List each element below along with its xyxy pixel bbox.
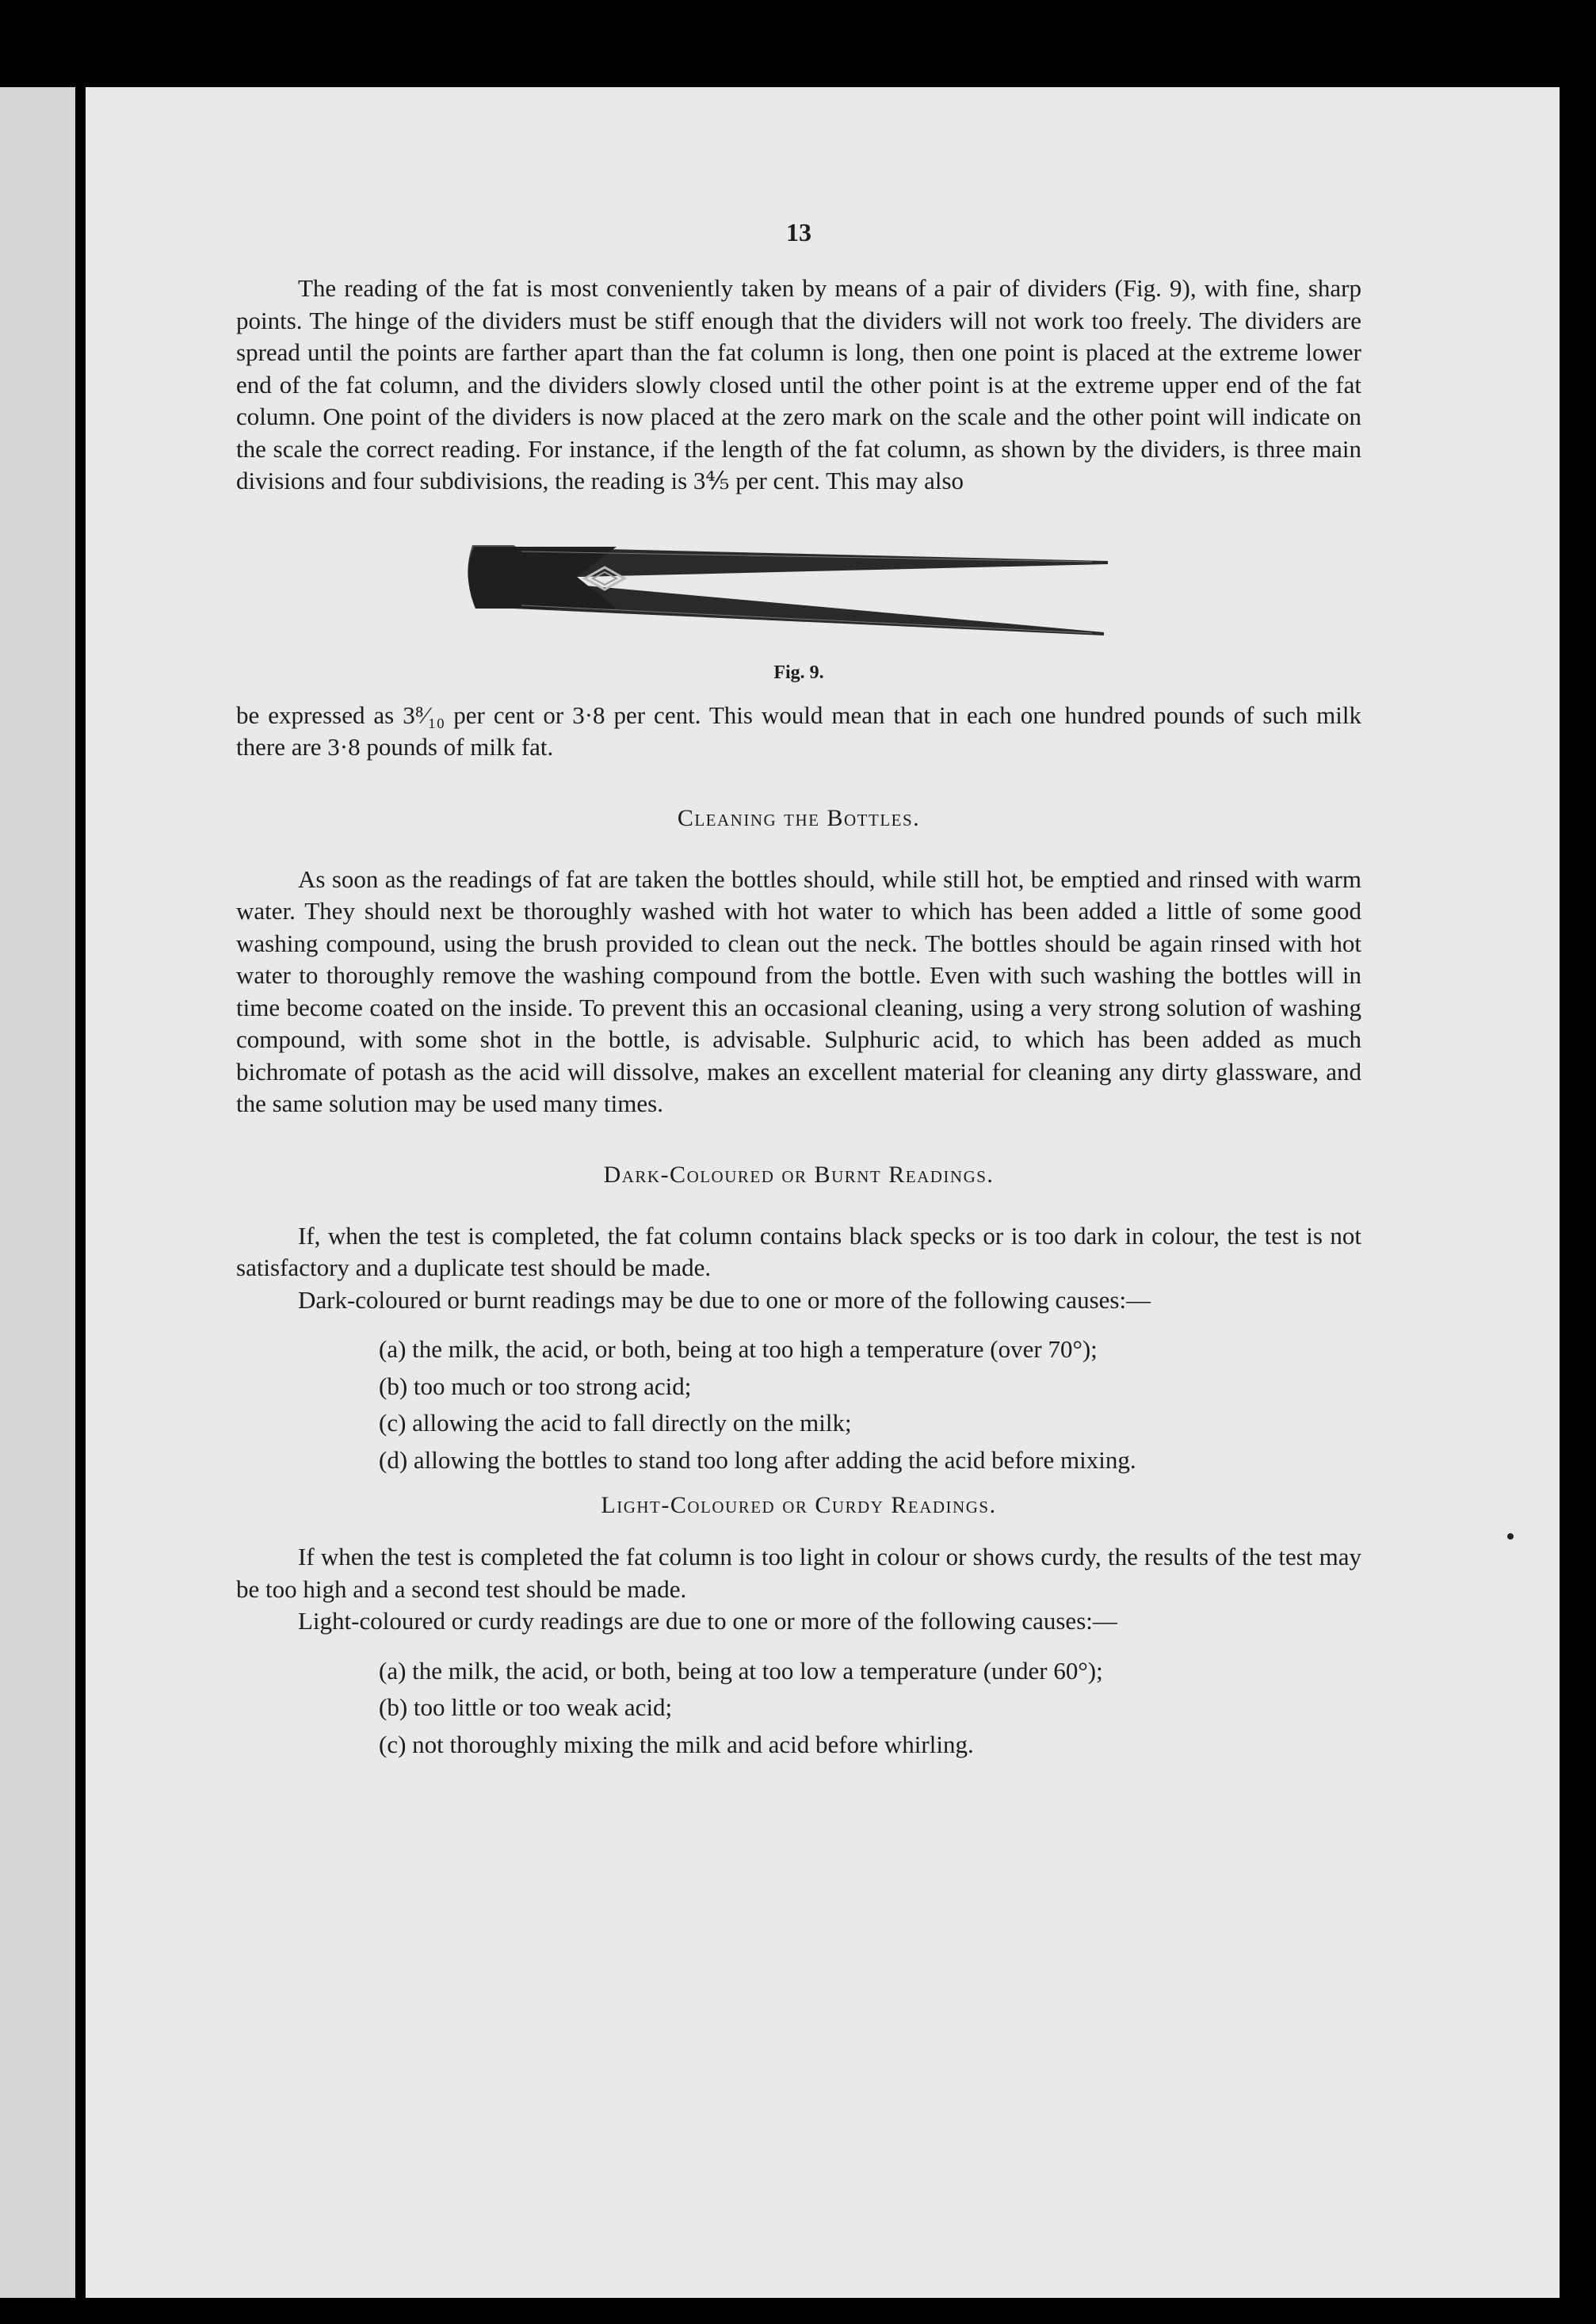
- page-content: [236, 218, 1361, 1765]
- list-light-causes: [236, 1655, 1361, 1761]
- list-item: (a) the milk, the acid, or both, being at too high a temperature (over 70°);: [379, 1335, 1098, 1363]
- paragraph-light-1: If when the test is completed the fat column is too light in colour or shows curdy, the results of the test may be too high and a second test should be made.: [236, 1543, 1361, 1603]
- speck-mark: [1507, 1533, 1514, 1540]
- heading-cleaning-bottles: Cleaning the Bottles.: [677, 804, 921, 831]
- paragraph-fat-reading: The reading of the fat is most conveniently taken by means of a pair of dividers (Fig. 9), with fine, sharp points. The hinge of the dividers must be stiff enough that the dividers will not work too freely. The dividers are spread until the points are farther apart than the fat column is long, then one point is placed at the extreme lower end of the fat column, and the dividers slowly closed until the other point is at the extreme upper end of the fat column. One point of the dividers is now placed at the zero mark on the scale and the other point will indicate on the scale the correct reading. For instance, if the length of the fat column, as shown by the dividers, is three main divisions and four subdivisions, the reading is 3⅘ per cent. This may also: [236, 274, 1361, 494]
- paragraph-cleaning: As soon as the readings of fat are taken the bottles should, while still hot, be emptied and rinsed with warm water. They should next be thoroughly washed with hot water to which has been added a little of some good washing compound, using the brush provided to clean out the neck. The bottles should be again rinsed with hot water to thoroughly remove the washing compound from the bottle. Even with such washing the bottles will in time become coated on the inside. To prevent this an occasional cleaning, using a very strong solution of washing compound, with some shot in the bottle, is advisable. Sulphuric acid, to which has been added as much bichromate of potash as the acid will dissolve, makes an excellent material for cleaning any dirty glassware, and the same solution may be used many times.: [236, 864, 1361, 1117]
- list-item: (b) too much or too strong acid;: [379, 1372, 692, 1400]
- list-item: (d) allowing the bottles to stand too long after adding the acid before mixing.: [379, 1445, 1136, 1474]
- list-dark-causes: [236, 1334, 1361, 1476]
- list-item: (a) the milk, the acid, or both, being at too low a temperature (under 60°);: [379, 1656, 1103, 1685]
- dividers-illustration: [458, 529, 1108, 648]
- figure-dividers: [236, 521, 1361, 700]
- adjacent-page-edge: [0, 87, 75, 2298]
- heading-light-readings: Light-Coloured or Curdy Readings.: [601, 1492, 997, 1518]
- paragraph-light-2: Light-coloured or curdy readings are due to one or more of the following causes:—: [298, 1607, 1117, 1635]
- figure-caption: Fig. 9.: [773, 662, 824, 683]
- paragraph-dark-2: Dark-coloured or burnt readings may be due to one or more of the following causes:—: [298, 1285, 1151, 1314]
- heading-dark-readings: Dark-Coloured or Burnt Readings.: [603, 1161, 995, 1188]
- list-item: (c) not thoroughly mixing the milk and acid before whirling.: [379, 1730, 974, 1758]
- list-item: (b) too little or too weak acid;: [379, 1693, 673, 1721]
- page-number: 13: [786, 218, 811, 246]
- list-item: (c) allowing the acid to fall directly on the milk;: [379, 1409, 852, 1437]
- paragraph-dark-1: If, when the test is completed, the fat column contains black specks or is too dark in colour, the test is not satisfactory and a duplicate test should be made.: [236, 1221, 1361, 1281]
- paragraph-fat-continuation: be expressed as 3⁸⁄₁₀ per cent or 3·8 per cent. This would mean that in each one hundred pounds of such milk there are 3·8 pounds of milk fat.: [236, 700, 1361, 761]
